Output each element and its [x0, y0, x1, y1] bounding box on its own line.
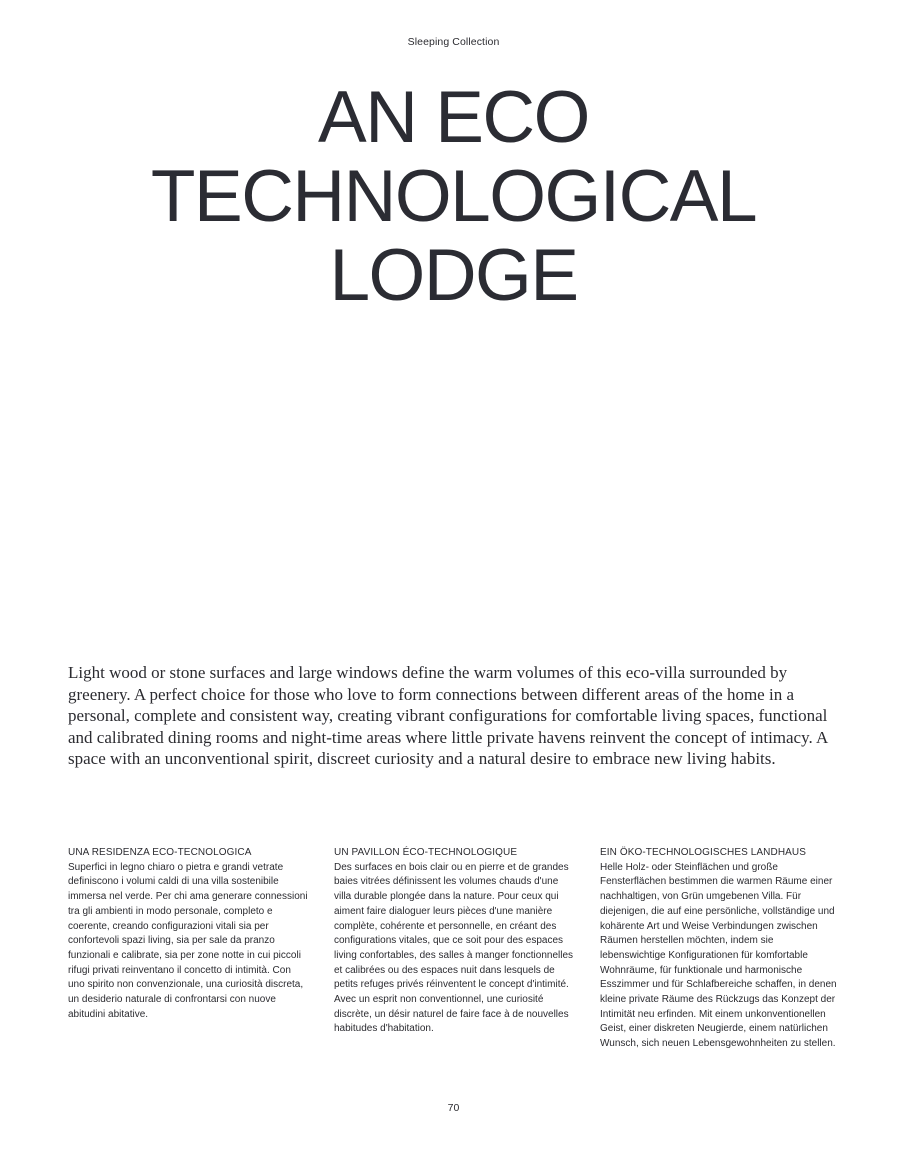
- column-body: Helle Holz- oder Steinflächen und große Fensterflächen bestimmen die warmen Räume einer nachhaltigen, von Grün umgebenen Villa. Für diejenigen, die auf eine persönliche, vollständige und kohärente Art und Weise Verbindungen zwischen Räumen herstellen möchten, indem sie lebenswichtige Konfigurationen für komfortable Wohnräume, für funktionale und harmonische Esszimmer und für Schlafbereiche schaffen, in denen kleine private Räume des Rückzugs das Konzept der Intimität neu erfinden. Mit einem unkonventionellen Geist, einer diskreten Neugierde, einem natürlichen Wunsch, sich neuen Lebensgewohnheiten zu stellen.: [600, 861, 837, 1050]
- section-label: Sleeping Collection: [407, 36, 500, 48]
- title-line-3: LODGE: [329, 235, 578, 316]
- column-french: [334, 846, 574, 1037]
- translations-columns: [68, 846, 843, 1076]
- column-heading: UN PAVILLON ÉCO-TECHNOLOGIQUE: [334, 847, 518, 858]
- column-body: Superfici in legno chiaro o pietra e grandi vetrate definiscono i volumi caldi di una villa sostenibile immersa nel verde. Per chi ama generare connessioni tra gli ambienti in modo personale, completo e coerente, creando configurazioni vitali sia per confortevoli spazi living, sia per sale da pranzo funzionali e calibrate, sia per zone notte in cui piccoli rifugi privati reinventano il concetto di intimità. Con uno spirito non convenzionale, una curiosità discreta, un desiderio naturale di confrontarsi con nuove abitudini abitative.: [68, 861, 308, 1020]
- title-line-2: TECHNOLOGICAL: [150, 156, 757, 237]
- column-heading: EIN ÖKO-TECHNOLOGISCHES LANDHAUS: [600, 847, 807, 858]
- title-line-1: AN ECO: [318, 77, 589, 158]
- page-title: [0, 78, 907, 315]
- intro-paragraph: Light wood or stone surfaces and large windows define the warm volumes of this eco-villa surrounded by greenery. A perfect choice for those who love to form connections between different areas of the home in a personal, complete and consistent way, creating vibrant configurations for comfortable living spaces, functional and calibrated dining rooms and night-time areas where little private havens reinvent the concept of intimacy. A space with an unconventional spirit, discreet curiosity and a natural desire to embrace new living habits.: [68, 663, 828, 769]
- column-heading: UNA RESIDENZA ECO-TECNOLOGICA: [68, 847, 252, 858]
- column-italian: [68, 846, 308, 1022]
- page-number: 70: [447, 1102, 460, 1114]
- column-german: [600, 846, 840, 1052]
- column-body: Des surfaces en bois clair ou en pierre et de grandes baies vitrées définissent les volumes chauds d'une villa durable plongée dans la nature. Pour ceux qui aiment faire dialoguer leurs pièces d'une manière complète, cohérente et personnelle, en créant des configurations vitales, que ce soit pour des espaces living confortables, des salles à manger fonctionnelles et calibrées ou des espaces nuit dans lesquels de petits refuges privés réinventent le concept d'intimité. Avec un esprit non conventionnel, une curiosité discrète, un désir naturel de faire face à de nouvelles habitudes d'habitation.: [334, 861, 574, 1035]
